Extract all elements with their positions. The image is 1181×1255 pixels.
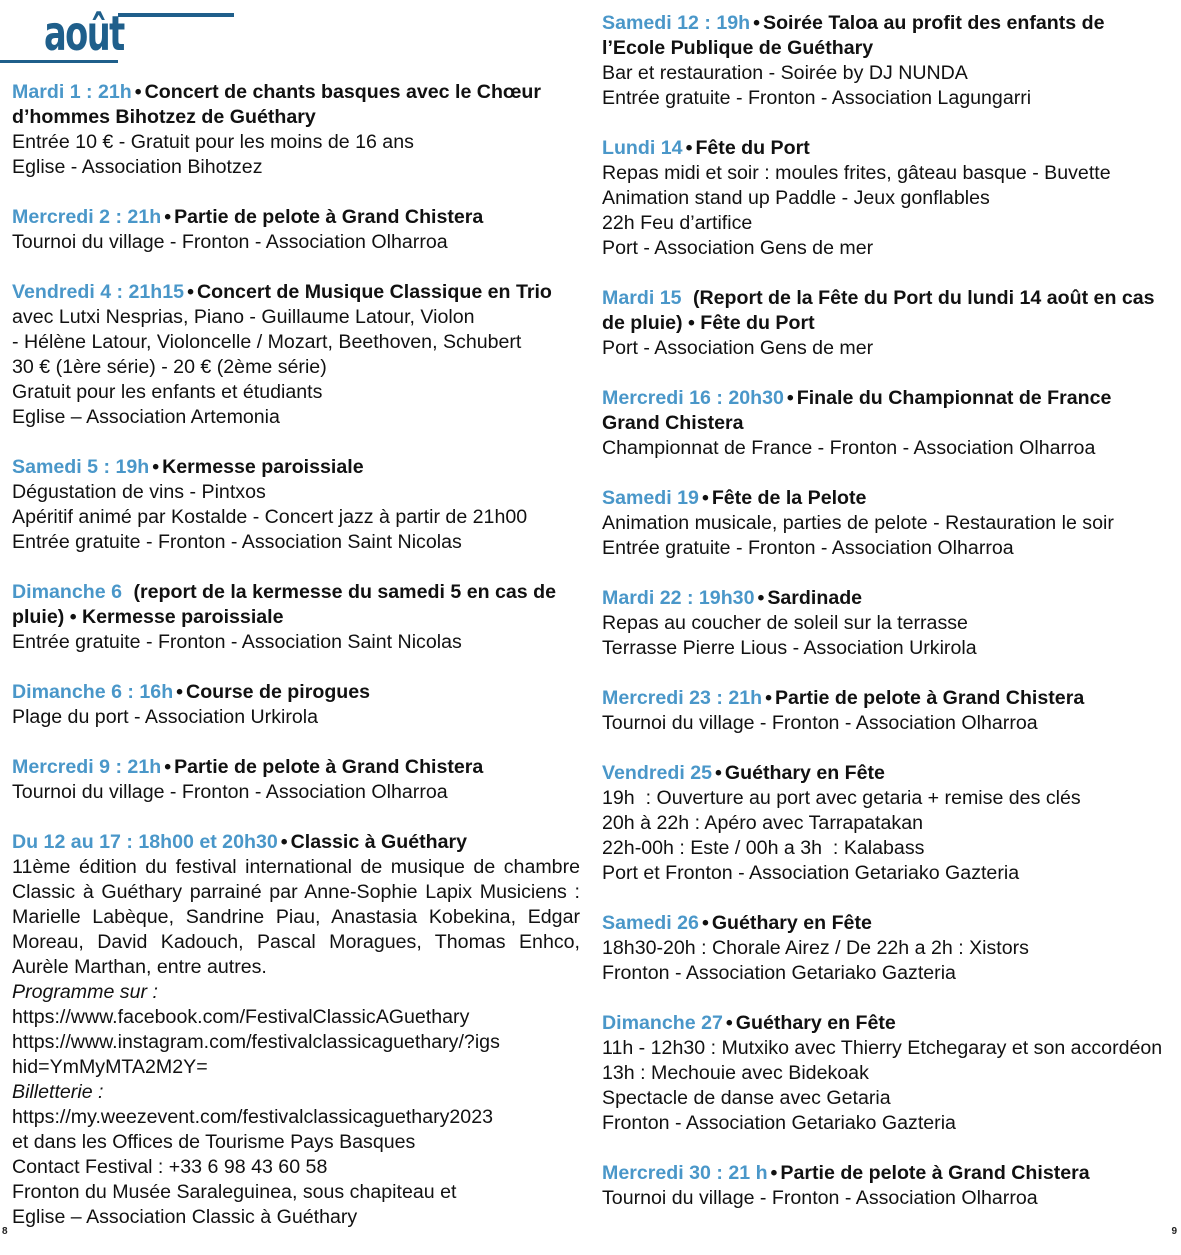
bullet-separator: • — [134, 81, 142, 103]
bullet-separator — [125, 581, 130, 603]
event-heading — [12, 280, 580, 305]
event-date: Dimanche 6 — [12, 581, 122, 603]
instagram-link-line-1: https://www.instagram.com/festivalclassicaguethary/?igs — [12, 1031, 500, 1053]
event-detail-line: 11h - 12h30 : Mutxiko avec Thierry Etchegaray et son accordéon — [602, 1037, 1163, 1059]
event-detail-line: Entrée gratuite - Fronton - Association Saint Nicolas — [12, 531, 462, 553]
event-date: Samedi 19 — [602, 487, 699, 509]
bullet-separator: • — [164, 206, 172, 228]
event-item — [602, 1161, 1172, 1211]
event-title: Guéthary en Fête — [735, 1012, 896, 1034]
event-classic-a-guethary: Du 12 au 17 : 18h00 et 20h30 • Classic à Guéthary 11ème édition du festival international de musique de chambre Classic à Guéthary parrainé par Anne-Sophie Lapix Musiciens : Marielle Labèque, Sandrine Piau, Anastasia Kobekina, Edgar Moreau, David Kadouch, Pascal Moragues, Thomas Enhco, Aurèle Marthan, entre autres. Programme sur : https://www.facebook.com/FestivalClassicAGuethary https://www.instagram.com/festivalclassicaguethary/?igs hid=YmMyMTA2M2Y= Billetterie : https://my.weezevent.com/festivalclassicaguethary2023 et dans les Offices de Tourisme Pays Basques Contact Festival : +33 6 98 43 60 58 Fronton du Musée Saraleguinea, sous chapiteau et Eglise – Association Classic à Guéthary — [12, 831, 580, 1228]
bullet-separator: • — [753, 12, 760, 34]
bullet-separator: • — [701, 487, 709, 509]
event-heading — [602, 11, 1172, 61]
event-date: Samedi 12 : 19h — [602, 12, 751, 34]
event-item — [602, 1011, 1172, 1136]
bullet-separator: • — [187, 281, 194, 303]
bullet-separator: • — [725, 1012, 733, 1034]
event-date: Mardi 15 — [602, 287, 682, 309]
event-detail-line: Fronton - Association Getariako Gazteria — [602, 962, 956, 984]
bullet-separator: • — [152, 456, 160, 478]
event-detail-line: Eglise - Association Bihotzez — [12, 156, 263, 178]
event-title: Partie de pelote à Grand Chistera — [780, 1162, 1090, 1184]
event-heading — [12, 755, 580, 780]
event-title: Concert de Musique Classique en Trio — [196, 281, 552, 303]
event-detail-line: Spectacle de danse avec Getaria — [602, 1087, 891, 1109]
event-heading — [12, 580, 580, 630]
event-item — [12, 755, 580, 805]
event-date: Vendredi 25 — [602, 762, 712, 784]
event-detail-line: Tournoi du village - Fronton - Association Olharroa — [12, 231, 448, 253]
event-detail-line: Port et Fronton - Association Getariako Gazteria — [602, 862, 1020, 884]
event-heading — [602, 761, 1172, 786]
bullet-separator: • — [765, 687, 772, 709]
event-detail-line: - Hélène Latour, Violoncelle / Mozart, Beethoven, Schubert — [12, 331, 522, 353]
event-detail-line: 30 € (1ère série) - 20 € (2ème série) — [12, 356, 327, 378]
festival-association: Eglise – Association Classic à Guéthary — [12, 1206, 358, 1228]
event-detail-line: 20h à 22h : Apéro avec Tarrapatakan — [602, 812, 923, 834]
event-detail-line: Terrasse Pierre Lious - Association Urkirola — [602, 637, 977, 659]
billetterie-label: Billetterie : — [12, 1081, 104, 1103]
event-detail-line: avec Lutxi Nesprias, Piano - Guillaume Latour, Violon — [12, 306, 475, 328]
event-item — [602, 386, 1172, 461]
event-title: Fête de la Pelote — [711, 487, 867, 509]
bullet-separator: • — [685, 137, 693, 159]
event-heading — [602, 136, 1172, 161]
event-heading — [12, 80, 580, 130]
event-detail-line: Bar et restauration - Soirée by DJ NUNDA — [602, 62, 968, 84]
event-date: Du 12 au 17 : 18h00 et 20h30 — [12, 831, 278, 853]
event-title: Partie de pelote à Grand Chistera — [774, 687, 1085, 709]
header-rule-top — [118, 13, 234, 17]
event-title: Partie de pelote à Grand Chistera — [174, 756, 484, 778]
event-item — [12, 280, 580, 430]
bullet-separator: • — [164, 756, 172, 778]
event-title: Course de pirogues — [186, 681, 371, 703]
event-detail-line: 13h : Mechouie avec Bidekoak — [602, 1062, 869, 1084]
event-date: Mercredi 23 : 21h — [602, 687, 763, 709]
event-detail-line: 22h Feu d’artifice — [602, 212, 753, 234]
event-date: Samedi 26 — [602, 912, 699, 934]
event-date: Mardi 1 : 21h — [12, 81, 132, 103]
event-detail-line: 18h30-20h : Chorale Airez / De 22h a 2h : Xistors — [602, 937, 1029, 959]
event-item — [602, 761, 1172, 886]
event-detail-line: Gratuit pour les enfants et étudiants — [12, 381, 323, 403]
event-title: (Report de la Fête du Port du lundi 14 août en cas de pluie) • Fête du Port — [602, 287, 1155, 334]
event-title: Partie de pelote à Grand Chistera — [174, 206, 484, 228]
event-title: Classic à Guéthary — [290, 831, 468, 853]
festival-contact: Contact Festival : +33 6 98 43 60 58 — [12, 1156, 328, 1178]
instagram-link-line-2: hid=YmMyMTA2M2Y= — [12, 1056, 208, 1078]
event-detail-line: Championnat de France - Fronton - Association Olharroa — [602, 437, 1096, 459]
bullet-separator: • — [701, 912, 709, 934]
event-date: Samedi 5 : 19h — [12, 456, 150, 478]
event-item — [12, 680, 580, 730]
event-date: Lundi 14 — [602, 137, 683, 159]
bullet-separator: • — [176, 681, 184, 703]
event-detail-line: Entrée gratuite - Fronton - Association Lagungarri — [602, 87, 1032, 109]
event-detail-line: Port - Association Gens de mer — [602, 337, 874, 359]
bullet-separator: • — [757, 587, 765, 609]
instagram-link[interactable] — [12, 1030, 580, 1080]
event-detail-line: Eglise – Association Artemonia — [12, 406, 280, 428]
event-detail-line: Fronton - Association Getariako Gazteria — [602, 1112, 956, 1134]
event-item — [602, 136, 1172, 261]
event-heading — [602, 1161, 1172, 1186]
event-detail-line: Entrée gratuite - Fronton - Association Saint Nicolas — [12, 631, 462, 653]
event-detail-line: Repas au coucher de soleil sur la terrasse — [602, 612, 968, 634]
event-heading — [602, 586, 1172, 611]
facebook-link[interactable]: https://www.facebook.com/FestivalClassicAGuethary — [12, 1006, 470, 1028]
event-heading — [602, 486, 1172, 511]
event-heading — [602, 686, 1172, 711]
event-detail-line: Tournoi du village - Fronton - Association Olharroa — [12, 781, 448, 803]
event-detail-line: Repas midi et soir : moules frites, gâteau basque - Buvette — [602, 162, 1111, 184]
event-heading — [12, 205, 580, 230]
event-date: Mercredi 30 : 21 h — [602, 1162, 768, 1184]
event-item — [12, 205, 580, 255]
event-date: Mercredi 9 : 21h — [12, 756, 162, 778]
event-detail-line: Animation musicale, parties de pelote - Restauration le soir — [602, 512, 1114, 534]
event-date: Vendredi 4 : 21h15 — [12, 281, 185, 303]
event-title: (report de la kermesse du samedi 5 en cas de pluie) • Kermesse paroissiale — [12, 581, 557, 628]
event-item — [602, 286, 1172, 361]
event-title: Kermesse paroissiale — [162, 456, 364, 478]
event-date: Dimanche 27 — [602, 1012, 723, 1034]
bullet-separator: • — [715, 762, 722, 784]
billetterie-link[interactable]: https://my.weezevent.com/festivalclassicaguethary2023 — [12, 1106, 494, 1128]
event-item — [12, 80, 580, 180]
event-heading — [602, 386, 1172, 436]
event-date: Dimanche 6 : 16h — [12, 681, 174, 703]
event-detail-line: Port - Association Gens de mer — [602, 237, 874, 259]
event-title: Sardinade — [767, 587, 863, 609]
event-detail-line: Dégustation de vins - Pintxos — [12, 481, 266, 503]
event-detail-line: Plage du port - Association Urkirola — [12, 706, 319, 728]
event-date: Mardi 22 : 19h30 — [602, 587, 755, 609]
event-detail-line: Animation stand up Paddle - Jeux gonflables — [602, 187, 990, 209]
month-header — [0, 0, 240, 70]
event-heading — [602, 911, 1172, 936]
event-item — [602, 911, 1172, 986]
event-title: Concert de chants basques avec le Chœur d’hommes Bihotzez de Guéthary — [12, 81, 541, 128]
event-item — [602, 586, 1172, 661]
event-title: Guéthary en Fête — [711, 912, 872, 934]
event-detail-line: Entrée 10 € - Gratuit pour les moins de 16 ans — [12, 131, 414, 153]
event-heading — [12, 680, 580, 705]
event-date: Mercredi 2 : 21h — [12, 206, 162, 228]
event-heading — [602, 1011, 1172, 1036]
programme-label: Programme sur : — [12, 981, 158, 1003]
event-detail-line: Tournoi du village - Fronton - Association Olharroa — [602, 1187, 1038, 1209]
event-title: Fête du Port — [695, 137, 810, 159]
event-detail-line: Apéritif animé par Kostalde - Concert jazz à partir de 21h00 — [12, 506, 528, 528]
event-heading — [12, 455, 580, 480]
bullet-separator: • — [770, 1162, 778, 1184]
event-title: Guéthary en Fête — [724, 762, 885, 784]
page-number-left: 8 — [2, 1226, 8, 1237]
event-item — [602, 686, 1172, 736]
event-detail-line: 19h : Ouverture au port avec getaria + remise des clés — [602, 787, 1081, 809]
event-heading — [602, 286, 1172, 336]
event-detail-line: 22h-00h : Este / 00h a 3h : Kalabass — [602, 837, 925, 859]
event-detail-line: Tournoi du village - Fronton - Association Olharroa — [602, 712, 1038, 734]
event-item — [12, 455, 580, 555]
tourism-offices: et dans les Offices de Tourisme Pays Basques — [12, 1131, 416, 1153]
right-column — [602, 11, 1172, 1236]
festival-venue: Fronton du Musée Saraleguinea, sous chapiteau et — [12, 1181, 457, 1203]
month-title: août — [44, 6, 124, 62]
event-detail-line: Entrée gratuite - Fronton - Association Olharroa — [602, 537, 1014, 559]
bullet-separator: • — [786, 387, 794, 409]
event-title: Soirée Taloa au profit des enfants de l’Ecole Publique de Guéthary — [602, 12, 1105, 59]
page-number-right: 9 — [1171, 1226, 1177, 1237]
event-item — [12, 580, 580, 655]
left-column — [12, 80, 580, 1255]
event-item — [602, 486, 1172, 561]
bullet-separator — [685, 287, 690, 309]
event-date: Mercredi 16 : 20h30 — [602, 387, 784, 409]
event-title: Finale du Championnat de France Grand Chistera — [602, 387, 1112, 434]
event-item — [602, 11, 1172, 111]
event-description: 11ème édition du festival international de musique de chambre Classic à Guéthary parrainé par Anne-Sophie Lapix Musiciens : Marielle Labèque, Sandrine Piau, Anastasia Kobekina, Edgar Moreau, David Kadouch, Pascal Moragues, Thomas Enhco, Aurèle Marthan, entre autres. — [12, 856, 580, 978]
